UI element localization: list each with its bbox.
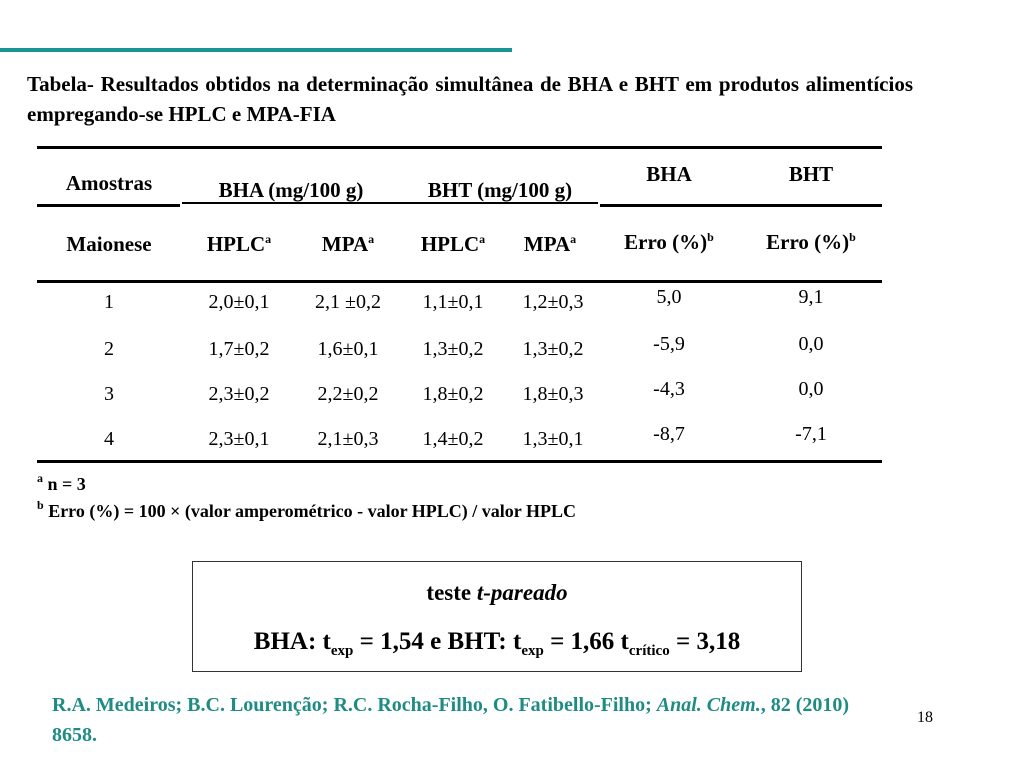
- table-top-rule: [37, 146, 882, 149]
- header-bha-hplc: HPLC$^a$: [206, 232, 272, 256]
- header-bha-group: BHA (mg/100 g): [218, 178, 364, 202]
- table-cell-bha-hplc: 2,0±0,1: [208, 291, 270, 313]
- table-cell-bht-mpa: 1,2±0,3: [522, 291, 584, 313]
- table-cell-bha-hplc: 1,7±0,2: [208, 338, 270, 360]
- table-header-rule-left: [37, 204, 180, 207]
- table-header-rule-right: [600, 204, 882, 207]
- header-bht-mpa: MPA$^a$: [523, 232, 577, 256]
- table-cell-bha-mpa: 2,1 ±0,2: [315, 291, 381, 313]
- slide-title: Tabela- Resultados obtidos na determinação simultânea de BHA e BHT em produtos alimentícios empregando-se HPLC e MPA-FIA: [27, 72, 913, 126]
- table-cell-bht-mpa: 1,3±0,1: [522, 428, 584, 450]
- header-bha-erro-pct: Erro (%)$^b$: [624, 230, 714, 254]
- header-bha-mpa: MPA$^a$: [321, 232, 375, 256]
- footnote-a: $^a$ n = 3: [37, 471, 86, 494]
- table-cell-bha-mpa: 2,1±0,3: [317, 428, 379, 450]
- table-cell-erro-bha: 5,0: [656, 286, 682, 308]
- table-cell-erro-bha: -5,9: [653, 333, 685, 355]
- table-cell-n: 2: [104, 338, 114, 360]
- table-cell-bht-mpa: 1,8±0,3: [522, 383, 584, 405]
- header-bha-erro: BHA: [646, 162, 692, 186]
- header-bht-hplc: HPLC$^a$: [420, 232, 486, 256]
- table-cell-erro-bht: 9,1: [798, 286, 824, 308]
- t-test-heading: teste t-pareado: [426, 580, 568, 605]
- table-cell-bht-hplc: 1,8±0,2: [422, 383, 484, 405]
- footnote-b: $^b$ Erro (%) = 100 × (valor amperométrico - valor HPLC) / valor HPLC: [37, 498, 576, 521]
- table-bottom-rule: [37, 460, 882, 463]
- table-cell-erro-bht: 0,0: [798, 378, 824, 400]
- t-test-box: [192, 561, 802, 672]
- header-bht-erro-pct: Erro (%)$^b$: [766, 230, 856, 254]
- table-subheader-rule: [37, 280, 882, 283]
- table-cell-bha-mpa: 2,2±0,2: [317, 383, 379, 405]
- header-bht-group: BHT (mg/100 g): [427, 178, 573, 202]
- table-cell-bht-hplc: 1,1±0,1: [422, 291, 484, 313]
- header-maionese: Maionese: [66, 232, 152, 256]
- table-cell-n: 1: [104, 291, 114, 313]
- table-cell-bha-hplc: 2,3±0,1: [208, 428, 270, 450]
- table-cell-n: 4: [104, 428, 114, 450]
- table-cell-bha-mpa: 1,6±0,1: [317, 338, 379, 360]
- table-cell-erro-bha: -4,3: [653, 378, 685, 400]
- table-cell-erro-bht: -7,1: [795, 423, 827, 445]
- table-cell-bht-hplc: 1,4±0,2: [422, 428, 484, 450]
- table-cell-bht-mpa: 1,3±0,2: [522, 338, 584, 360]
- table-cell-bht-hplc: 1,3±0,2: [422, 338, 484, 360]
- header-bht-erro: BHT: [788, 162, 834, 186]
- t-test-results: BHA: $t_{exp} = 1,54$ e BHT: $t_{exp} = 1,66$ $t_{crítico} = 3,18$: [253, 628, 741, 659]
- table-cell-bha-hplc: 2,3±0,2: [208, 383, 270, 405]
- page-number: 18: [917, 709, 933, 726]
- table-cell-erro-bha: -8,7: [653, 423, 685, 445]
- header-accent-bar: [0, 48, 512, 52]
- header-amostras: Amostras: [65, 171, 153, 195]
- table-cell-erro-bht: 0,0: [798, 333, 824, 355]
- table-cell-n: 3: [104, 383, 114, 405]
- citation: R.A. Medeiros; B.C. Lourenção; R.C. Rocha-Filho, O. Fatibello-Filho; Anal. Chem., 82 (2010) 8658.: [52, 694, 850, 746]
